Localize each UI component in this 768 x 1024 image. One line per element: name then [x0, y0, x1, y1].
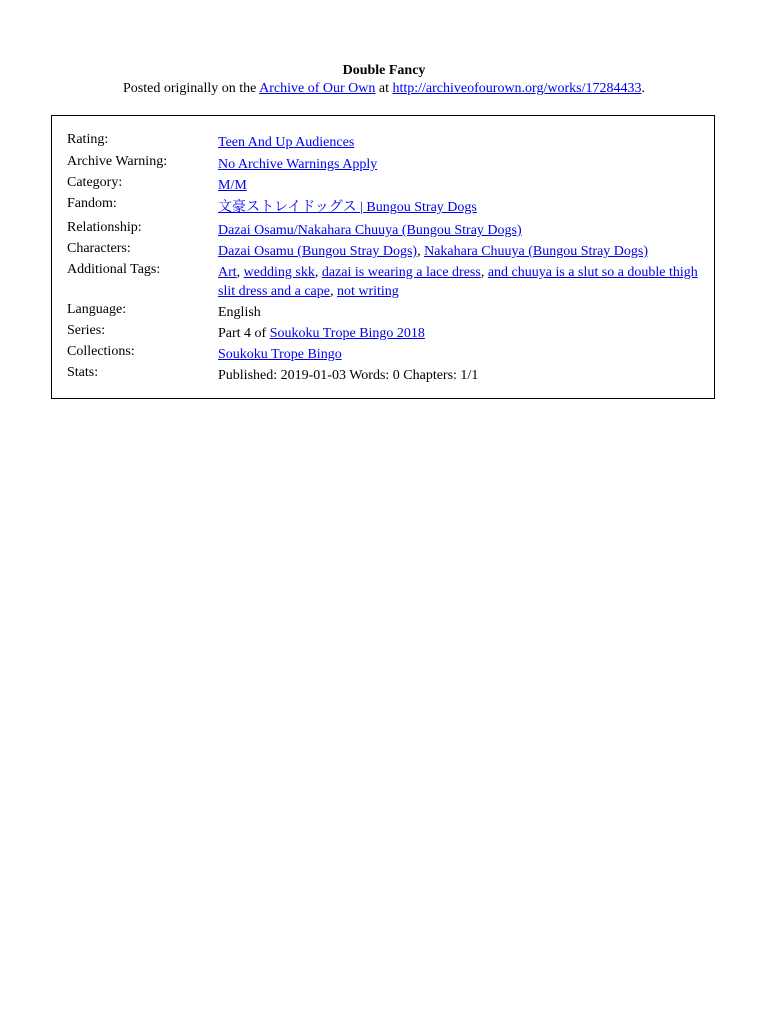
posted-prefix: Posted originally on the — [123, 81, 260, 96]
posted-originally-line — [0, 80, 768, 98]
series-label: Series: — [67, 323, 106, 338]
separator: , — [417, 244, 425, 259]
language-value: English — [218, 305, 261, 320]
tag-link[interactable]: and chuuya is a slut so a double thigh slit dress and a cape — [218, 265, 698, 299]
tag-link[interactable]: dazai is wearing a lace dress — [321, 265, 481, 280]
tag-link[interactable]: wedding skk — [243, 265, 315, 280]
warning-link[interactable]: No Archive Warnings Apply — [218, 157, 378, 172]
at-text: at — [375, 81, 393, 96]
separator: , — [236, 265, 244, 280]
language-label: Language: — [67, 302, 127, 317]
collections-value-cell — [218, 345, 698, 364]
stats-label: Stats: — [67, 365, 99, 380]
series-prefix: Part 4 of — [218, 326, 270, 341]
character-link[interactable]: Dazai Osamu (Bungou Stray Dogs) — [218, 244, 418, 259]
category-link[interactable]: M/M — [218, 178, 247, 193]
work-url-link[interactable]: http://archiveofourown.org/works/17284433 — [392, 81, 642, 96]
series-link[interactable]: Soukoku Trope Bingo 2018 — [269, 326, 425, 341]
rating-value-cell — [218, 133, 698, 152]
work-header — [0, 62, 768, 98]
relationship-label: Relationship: — [67, 220, 142, 235]
end-period: . — [641, 81, 645, 96]
character-link[interactable]: Nakahara Chuuya (Bungou Stray Dogs) — [424, 244, 649, 259]
collections-label: Collections: — [67, 344, 135, 359]
rating-label: Rating: — [67, 132, 109, 147]
separator: , — [480, 265, 488, 280]
warning-value-cell — [218, 155, 698, 174]
separator: , — [314, 265, 322, 280]
archive-link[interactable]: Archive of Our Own — [259, 81, 376, 96]
characters-label: Characters: — [67, 241, 131, 256]
work-metadata-box — [51, 115, 715, 399]
relationship-link[interactable]: Dazai Osamu/Nakahara Chuuya (Bungou Stray Dogs) — [218, 223, 522, 238]
warning-label: Archive Warning: — [67, 154, 168, 169]
collection-link[interactable]: Soukoku Trope Bingo — [218, 347, 342, 362]
tag-link[interactable]: Art — [218, 265, 237, 280]
category-value-cell — [218, 176, 698, 195]
fandom-label: Fandom: — [67, 196, 117, 211]
separator: , — [329, 284, 337, 299]
tag-link[interactable]: not writing — [336, 284, 399, 299]
fandom-link[interactable]: 文豪ストレイドッグス | Bungou Stray Dogs — [218, 200, 477, 215]
additional-tags-value-cell — [218, 263, 698, 301]
stats-value: Published: 2019-01-03 Words: 0 Chapters: 1/1 — [218, 368, 479, 383]
category-label: Category: — [67, 175, 123, 190]
rating-link[interactable]: Teen And Up Audiences — [218, 135, 355, 150]
additional-tags-label: Additional Tags: — [67, 262, 161, 277]
work-title: Double Fancy — [342, 63, 426, 78]
fandom-value-cell — [218, 198, 698, 217]
characters-value-cell — [218, 242, 698, 261]
series-value-cell — [218, 324, 698, 343]
relationship-value-cell — [218, 221, 698, 240]
